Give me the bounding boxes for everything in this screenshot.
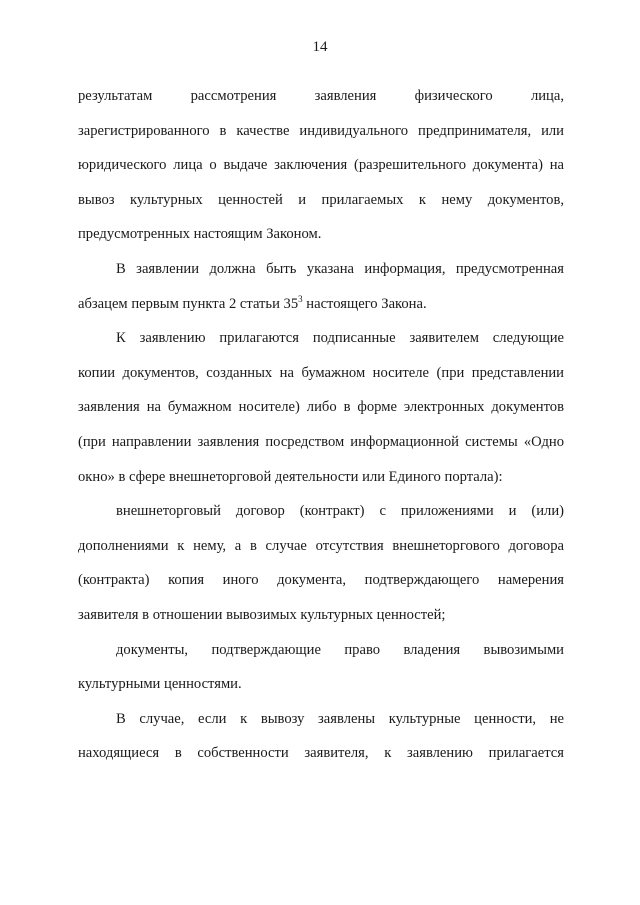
text-line: культурными ценностями. — [78, 676, 242, 693]
text-line: В случае, если к вывозу заявлены культурные ценности, не — [116, 710, 564, 727]
text-line: юридического лица о выдаче заключения (разрешительного документа) на — [78, 157, 564, 174]
text-line: вывоз культурных ценностей и прилагаемых к нему документов, — [78, 191, 564, 208]
superscript: 3 — [298, 293, 303, 304]
text-line: (контракта) копия иного документа, подтверждающего намерения — [78, 572, 564, 589]
text-line: заявителя в отношении вывозимых культурных ценностей; — [78, 606, 446, 623]
text-line: К заявлению прилагаются подписанные заявителем следующие — [116, 330, 564, 347]
text-line: результатам рассмотрения заявления физического лица, — [78, 88, 564, 104]
text-line: документы, подтверждающие право владения вывозимыми — [116, 641, 564, 658]
text-line: В заявлении должна быть указана информация, предусмотренная — [116, 260, 564, 277]
text-line: окно» в сфере внешнеторговой деятельности или Единого портала): — [78, 468, 503, 485]
page-number: 14 — [312, 39, 328, 55]
document-body — [78, 79, 564, 771]
text-fragment: настоящего Закона. — [302, 295, 427, 312]
text-line: (при направлении заявления посредством информационной системы «Одно — [78, 433, 564, 450]
text-line: дополнениями к нему, а в случае отсутствия внешнеторгового договора — [78, 537, 564, 554]
text-line: копии документов, созданных на бумажном носителе (при представлении — [78, 364, 564, 381]
text-line: находящиеся в собственности заявителя, к заявлению прилагается — [78, 745, 564, 762]
text-line: заявления на бумажном носителе) либо в форме электронных документов — [78, 399, 564, 416]
text-line — [78, 287, 564, 322]
text-line: зарегистрированного в качестве индивидуального предпринимателя, или — [78, 122, 564, 139]
text-fragment: абзацем первым пункта 2 статьи 35 — [78, 295, 299, 312]
text-line: внешнеторговый договор (контракт) с приложениями и (или) — [116, 503, 564, 520]
text-line: предусмотренных настоящим Законом. — [78, 226, 322, 243]
